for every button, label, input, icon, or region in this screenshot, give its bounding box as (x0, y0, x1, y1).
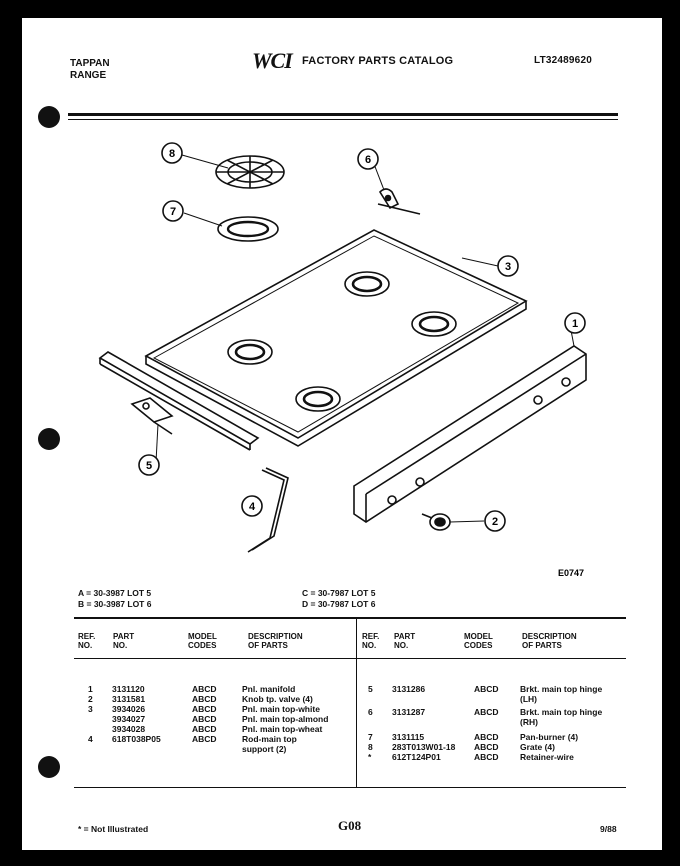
lot-c: C = 30-7987 LOT 5 (302, 588, 376, 598)
manifold-panel-illustration (354, 346, 586, 522)
svg-text:2: 2 (491, 516, 499, 528)
svg-text:6: 6 (364, 154, 372, 166)
header-ref-right: REF. NO. (362, 632, 380, 650)
svg-text:1: 1 (571, 318, 579, 330)
brand-line-2: RANGE (70, 70, 107, 81)
catalog-number: LT32489620 (534, 55, 592, 66)
callout-5 (139, 455, 159, 475)
callout-6 (358, 149, 378, 169)
callout-1 (565, 313, 585, 333)
header-part-right: PART NO. (394, 632, 416, 650)
grate-illustration (216, 156, 284, 188)
table-header-rule (74, 658, 626, 659)
callout-2 (485, 511, 505, 531)
table-column-divider (356, 619, 357, 787)
hinge-bracket-rh-illustration (378, 189, 420, 214)
svg-text:5: 5 (145, 460, 153, 472)
callout-4 (242, 496, 262, 516)
catalog-title: FACTORY PARTS CATALOG (302, 55, 454, 67)
diagram-code: E0747 (558, 568, 585, 578)
burner-pan-illustration (218, 217, 278, 241)
table-top-rule (74, 617, 626, 619)
valve-knob-illustration (422, 514, 450, 530)
header-desc-right: DESCRIPTION OF PARTS (522, 632, 577, 650)
front-trim-illustration (100, 352, 258, 450)
lot-b: B = 30-3987 LOT 6 (78, 599, 152, 609)
header-model-left: MODEL CODES (188, 632, 217, 650)
svg-text:7: 7 (169, 206, 177, 218)
header-ref-left: REF. NO. (78, 632, 96, 650)
header-desc-left: DESCRIPTION OF PARTS (248, 632, 303, 650)
svg-text:3: 3 (504, 261, 512, 273)
lot-a: A = 30-3987 LOT 5 (78, 588, 152, 598)
svg-text:8: 8 (168, 148, 176, 160)
header-part-left: PART NO. (113, 632, 135, 650)
brand-line-1: TAPPAN (70, 58, 110, 69)
not-illustrated-note: * = Not Illustrated (78, 824, 149, 834)
callout-7 (163, 201, 183, 221)
lot-d: D = 30-7987 LOT 6 (302, 599, 376, 609)
catalog-page: TAPPAN RANGE WCI FACTORY PARTS CATALOG LT32489620 8 7 6 3 1 5 4 2 E0747 A = 30-3987 LOT 5 B = 30-3987 LOT 6 C = 30-7987 LOT 5 D = 30-7987 LOT 6 REF. NO. PART NO. MODEL CODES DESCRIPTION OF PARTS REF. NO. PART NO. MODEL CODES DESCRIPTION OF PARTS 1 3131120 ABCD Pnl. manifold 2 3131581 ABCD Knob tp. valve (4) 3 3934026 ABCD Pnl. main top-white 3934027 ABCD Pnl. main top-almond 3934028 ABCD Pnl. main top-wheat 4 618T038P05 ABCD Rod-main top support (2) 5 3131286 ABCD Brkt. main top hinge (LH) 6 3131287 ABCD Brkt. main top hinge (RH) 7 3131115 ABCD Pan-burner (4) 8 283T013W01-18 ABCD Grate (4) * 612T124P01 ABCD Retainer-wire * = Not Illustrated G08 9/88 (22, 18, 662, 850)
table-bottom-rule (74, 787, 626, 788)
hinge-bracket-lh-illustration (132, 398, 172, 434)
wci-logo: WCI (252, 48, 292, 73)
callout-8 (162, 143, 182, 163)
exploded-parts-diagram (22, 18, 662, 588)
revision-date: 9/88 (600, 824, 617, 834)
svg-text:4: 4 (248, 501, 256, 513)
header-model-right: MODEL CODES (464, 632, 493, 650)
punch-hole-bottom (38, 756, 60, 778)
callout-3 (498, 256, 518, 276)
page-code: G08 (338, 818, 362, 833)
